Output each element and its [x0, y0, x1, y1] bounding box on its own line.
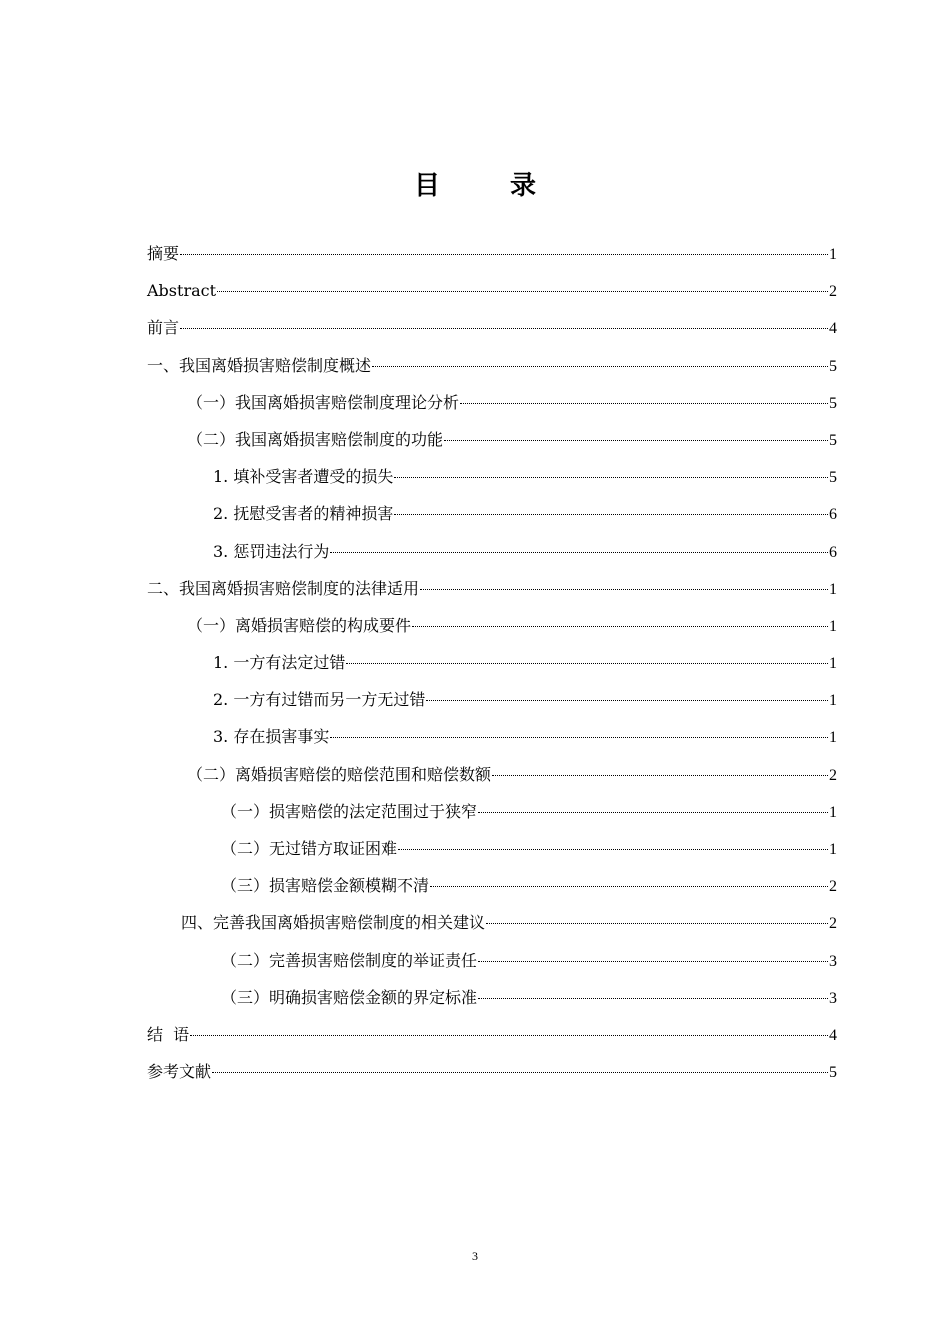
- toc-entry-section-4-3[interactable]: [147, 984, 837, 1021]
- toc-entry-page: 1: [829, 246, 837, 263]
- toc-entry-section-1-2[interactable]: [147, 426, 837, 463]
- toc-entry-label: （一）我国离婚损害赔偿制度理论分析: [187, 392, 460, 412]
- toc-entry-item-2-1-1[interactable]: [147, 649, 837, 686]
- toc-entry-label: （二）离婚损害赔偿的赔偿范围和赔偿数额: [187, 764, 492, 784]
- toc-entry-item-1-2-2[interactable]: [147, 500, 837, 537]
- toc-entry-label: 1. 一方有法定过错: [213, 653, 346, 673]
- toc-entry-label: 2. 抚慰受害者的精神损害: [213, 504, 394, 524]
- toc-entry-page: 6: [829, 506, 837, 524]
- toc-entry-section-2-2[interactable]: [147, 761, 837, 798]
- toc-entry-page: 4: [829, 320, 837, 338]
- toc-entry-subsection-2-2-1[interactable]: [147, 798, 837, 835]
- toc-dot-leader: [212, 1072, 828, 1073]
- page-title: 目 录: [413, 171, 558, 201]
- toc-entry-label: 3. 存在损害事实: [213, 727, 330, 747]
- toc-entry-label: （二）我国离婚损害赔偿制度的功能: [187, 429, 444, 449]
- toc-dot-leader: [420, 589, 828, 590]
- toc-entry-page: 6: [829, 543, 837, 561]
- toc-entry-label: （二）完善损害赔偿制度的举证责任: [221, 950, 478, 970]
- toc-dot-leader: [180, 254, 828, 255]
- toc-entry-page: 5: [829, 394, 837, 412]
- toc-entry-item-2-1-2[interactable]: [147, 686, 837, 723]
- toc-entry-page: 1: [829, 617, 837, 635]
- toc-dot-leader: [478, 998, 828, 999]
- toc-dot-leader: [346, 663, 828, 664]
- toc-dot-leader: [180, 328, 828, 329]
- toc-dot-leader: [460, 403, 828, 404]
- toc-dot-leader: [330, 737, 828, 738]
- toc-entry-page: 4: [829, 1026, 837, 1044]
- toc-entry-item-2-1-3[interactable]: [147, 723, 837, 760]
- toc-entry-label: 1. 填补受害者遭受的损失: [213, 467, 394, 487]
- toc-entry-page: 5: [829, 431, 837, 449]
- toc-entry-section-1-1[interactable]: [147, 389, 837, 426]
- toc-entry-references[interactable]: [147, 1058, 837, 1095]
- toc-entry-page: 3: [829, 952, 837, 970]
- page-number: 3: [472, 1249, 478, 1263]
- toc-dot-leader: [190, 1035, 828, 1036]
- toc-dot-leader: [478, 812, 828, 813]
- toc-dot-leader: [486, 923, 828, 924]
- toc-dot-leader: [398, 849, 828, 850]
- toc-entry-chapter-4[interactable]: [147, 909, 837, 946]
- toc-entry-item-1-2-1[interactable]: [147, 463, 837, 500]
- toc-entry-page: 1: [829, 841, 837, 858]
- toc-dot-leader: [330, 552, 828, 553]
- toc-dot-leader: [372, 366, 828, 367]
- table-of-contents: [147, 240, 837, 1095]
- toc-entry-page: 3: [829, 989, 837, 1007]
- toc-entry-page: 2: [829, 283, 837, 301]
- toc-dot-leader: [217, 291, 828, 292]
- toc-entry-page: 2: [829, 878, 837, 896]
- toc-entry-section-4-2[interactable]: [147, 947, 837, 984]
- toc-entry-preface[interactable]: [147, 314, 837, 351]
- toc-entry-page: 1: [829, 729, 837, 747]
- toc-entry-label: （三）损害赔偿金额模糊不清: [221, 876, 430, 896]
- toc-entry-label: 四、完善我国离婚损害赔偿制度的相关建议: [181, 913, 486, 933]
- toc-dot-leader: [492, 775, 828, 776]
- toc-entry-page: 5: [829, 357, 837, 375]
- toc-entry-label: （二）无过错方取证困难: [221, 839, 398, 858]
- toc-entry-label: 二、我国离婚损害赔偿制度的法律适用: [147, 578, 420, 598]
- toc-dot-leader: [478, 961, 828, 962]
- toc-entry-label: 摘要: [147, 244, 180, 263]
- toc-entry-label: 结 语: [147, 1024, 190, 1044]
- toc-entry-conclusion[interactable]: [147, 1021, 837, 1058]
- toc-dot-leader: [430, 886, 828, 887]
- toc-entry-item-1-2-3[interactable]: [147, 538, 837, 575]
- toc-entry-page: 5: [829, 469, 837, 487]
- toc-entry-chapter-2[interactable]: [147, 575, 837, 612]
- toc-entry-abstract-en[interactable]: [147, 277, 837, 314]
- toc-entry-page: 1: [829, 580, 837, 598]
- toc-entry-abstract-cn[interactable]: [147, 240, 837, 277]
- toc-entry-label: Abstract: [147, 281, 217, 301]
- toc-entry-page: 5: [829, 1064, 837, 1082]
- toc-dot-leader: [426, 700, 828, 701]
- toc-entry-section-2-1[interactable]: [147, 612, 837, 649]
- toc-entry-subsection-2-2-3[interactable]: [147, 872, 837, 909]
- toc-entry-page: 2: [829, 766, 837, 784]
- toc-entry-label: 2. 一方有过错而另一方无过错: [213, 690, 426, 710]
- toc-entry-page: 1: [829, 692, 837, 710]
- toc-entry-page: 1: [829, 655, 837, 673]
- toc-entry-label: （一）离婚损害赔偿的构成要件: [187, 615, 412, 635]
- toc-entry-label: 前言: [147, 318, 180, 338]
- toc-entry-page: 2: [829, 915, 837, 933]
- toc-entry-label: 参考文献: [147, 1062, 212, 1082]
- toc-entry-label: （一）损害赔偿的法定范围过于狭窄: [221, 801, 478, 821]
- toc-entry-label: （三）明确损害赔偿金额的界定标准: [221, 987, 478, 1007]
- toc-entry-page: 1: [829, 803, 837, 821]
- toc-entry-label: 3. 惩罚违法行为: [213, 541, 330, 561]
- toc-entry-chapter-1[interactable]: [147, 352, 837, 389]
- toc-entry-label: 一、我国离婚损害赔偿制度概述: [147, 355, 372, 375]
- toc-dot-leader: [394, 514, 828, 515]
- toc-dot-leader: [444, 440, 828, 441]
- toc-dot-leader: [394, 477, 828, 478]
- toc-entry-subsection-2-2-2[interactable]: [147, 835, 837, 872]
- toc-dot-leader: [412, 626, 828, 627]
